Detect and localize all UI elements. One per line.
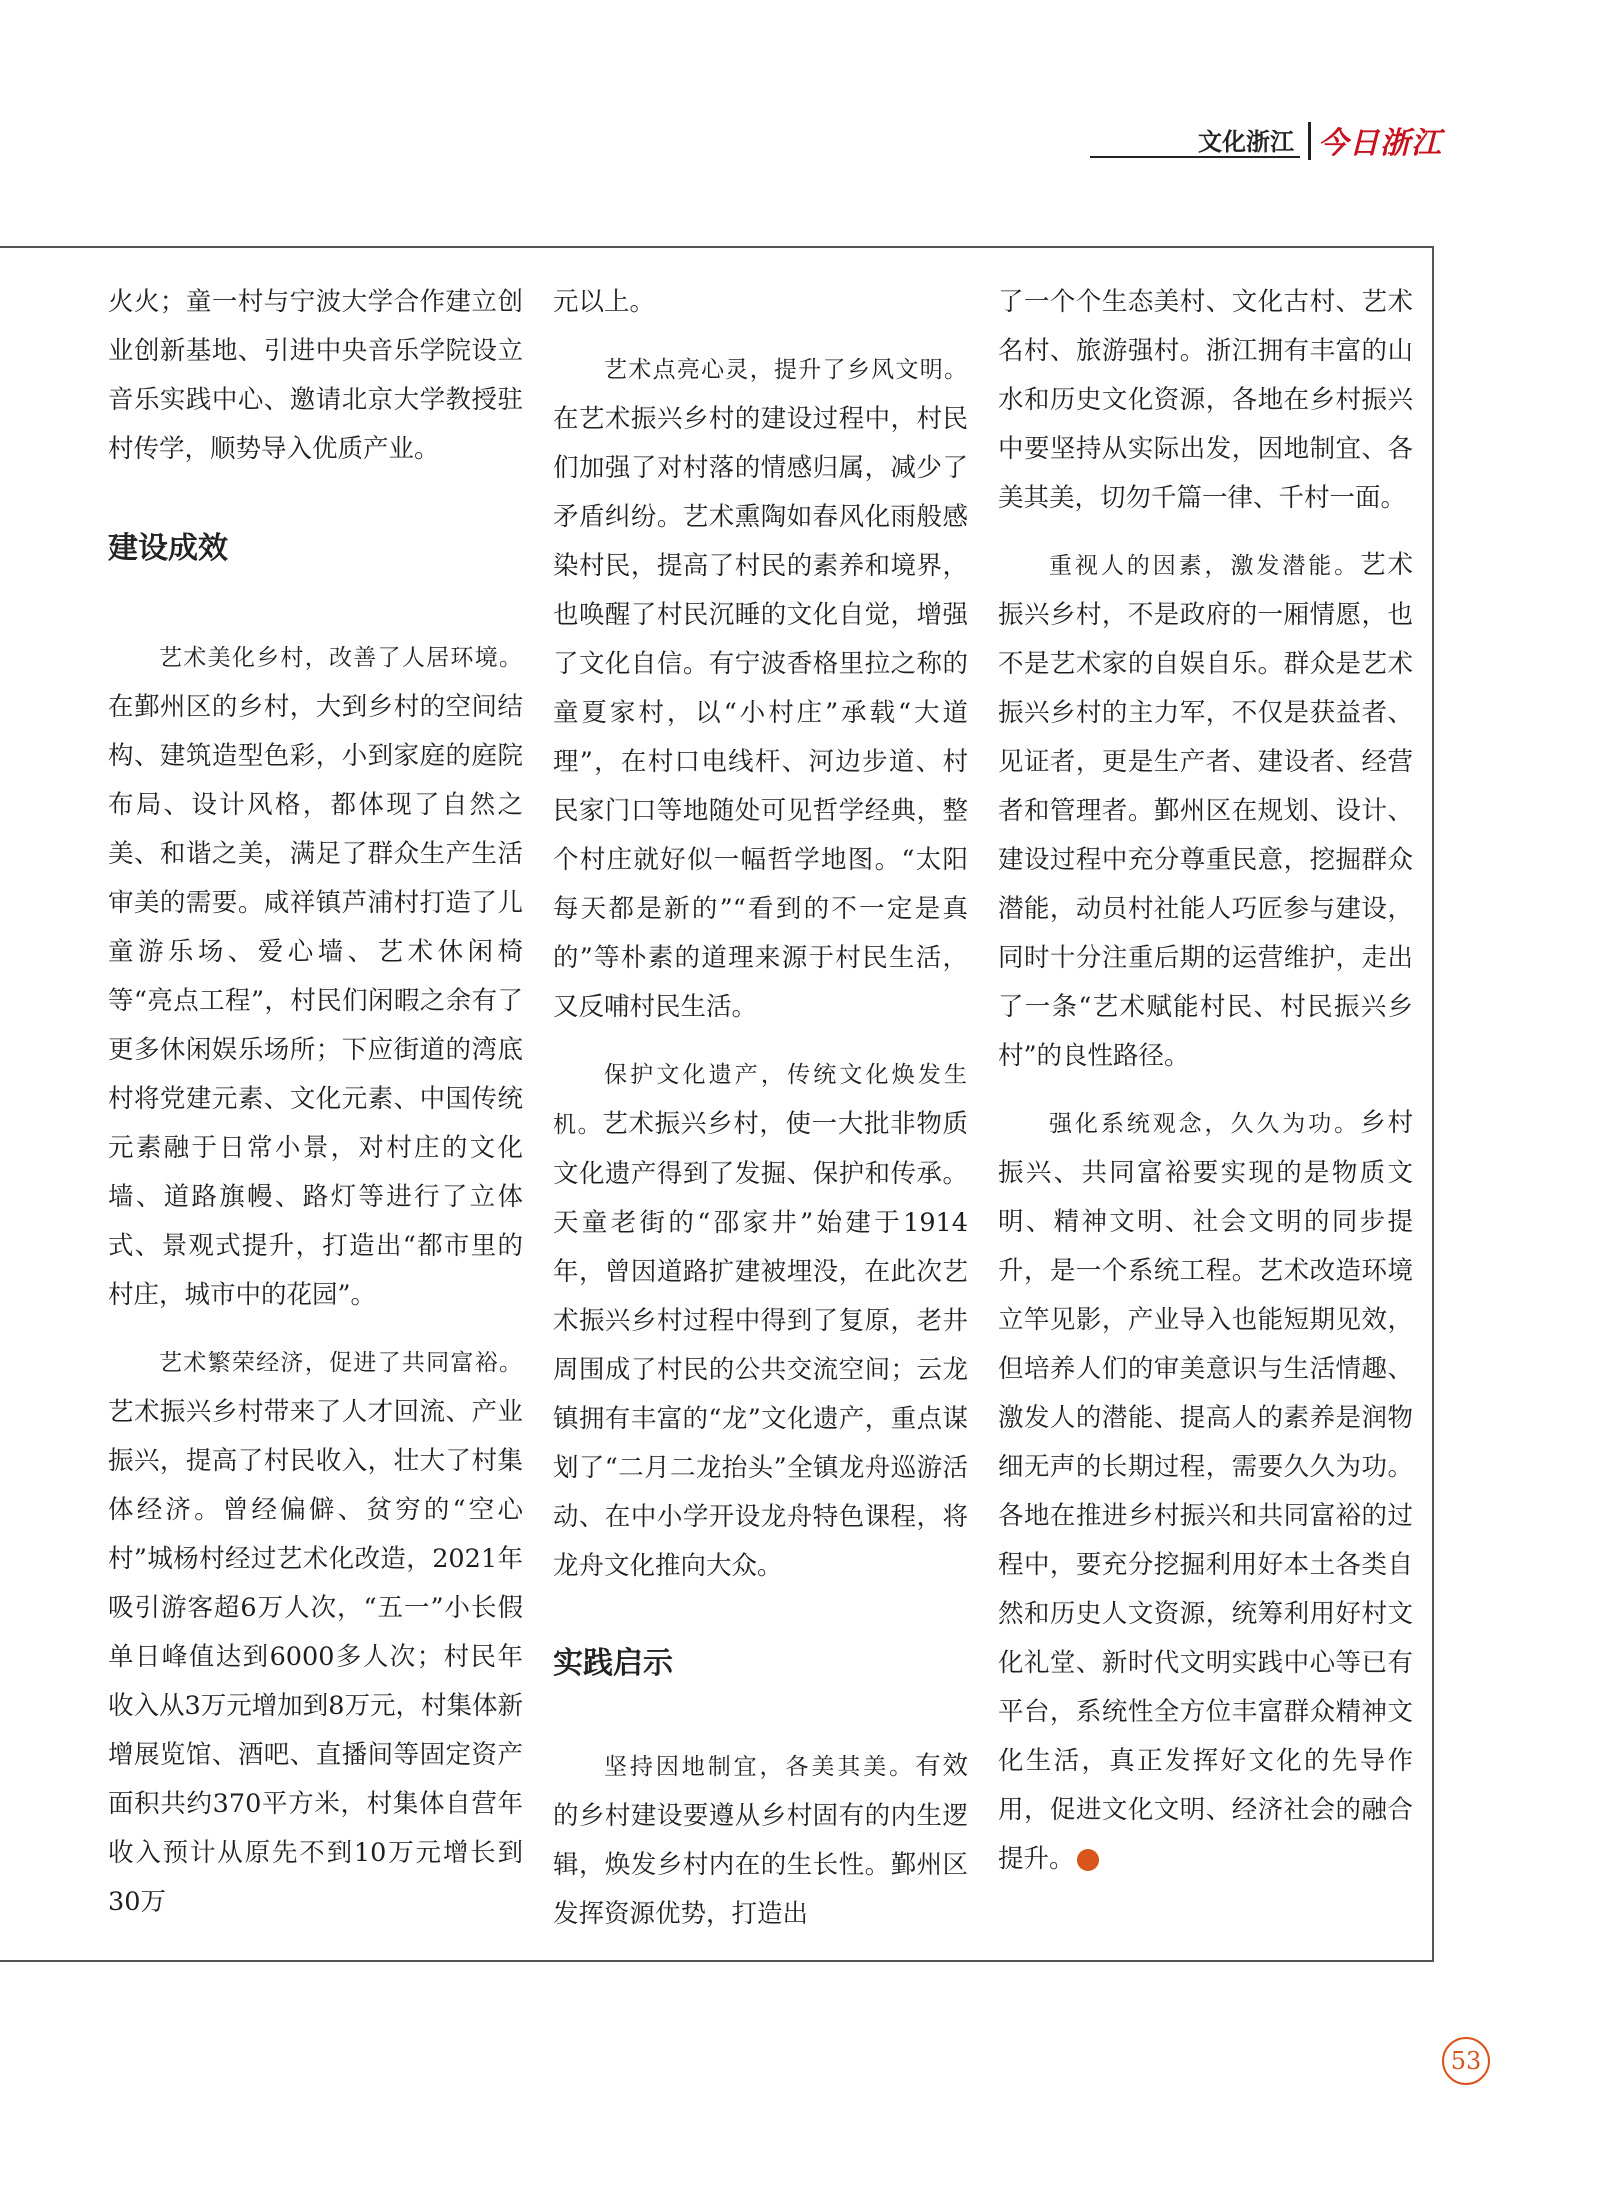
paragraph-lead: 艺术繁荣经济，促进了共同富裕。	[159, 1350, 523, 1376]
paragraph	[553, 1050, 968, 1591]
section-name: 文化浙江	[1198, 128, 1294, 156]
paragraph	[998, 541, 1413, 1081]
column-2	[553, 278, 968, 1939]
paragraph: 了一个个生态美村、文化古村、艺术名村、旅游强村。浙江拥有丰富的山水和历史文化资源，各地在乡村振兴中要坚持从实际出发，因地制宜、各美其美，切勿千篇一律、千村一面。	[998, 287, 1413, 513]
paragraph-text: 乡村振兴、共同富裕要实现的是物质文明、精神文明、社会文明的同步提升，是一个系统工程。艺术改造环境立竿见影，产业导入也能短期见效，但培养人们的审美意识与生活情趣、激发人的潜能、提高人的素养是润物细无声的长期过程，需要久久为功。各地在推进乡村振兴和共同富裕的过程中，要充分挖掘利用好本土各类自然和历史人文资源，统筹利用好村文化礼堂、新时代文明实践中心等已有平台，系统性全方位丰富群众精神文化生活，真正发挥好文化的先导作用，促进文化文明、经济社会的融合提升。	[998, 1108, 1413, 1874]
paragraph	[108, 633, 523, 1320]
paragraph	[108, 1338, 523, 1927]
paragraph-lead: 重视人的因素，激发潜能。	[1049, 553, 1361, 579]
paragraph-lead: 强化系统观念，久久为功。	[1049, 1111, 1361, 1137]
header-divider	[1308, 122, 1311, 160]
paragraph-text: 艺术振兴乡村带来了人才回流、产业振兴，提高了村民收入，壮大了村集体经济。曾经偏僻、贫穷的“空心村”城杨村经过艺术化改造，2021年吸引游客超6万人次，“五一”小长假单日峰值达到6000多人次；村民年收入从3万元增加到8万元，村集体新增展览馆、酒吧、直播间等固定资产面积共约370平方米，村集体自营年收入预计从原先不到10万元增长到30万	[108, 1397, 523, 1917]
page-header	[1080, 122, 1480, 162]
section-heading-results: 建设成效	[108, 531, 228, 566]
paragraph-text: 艺术振兴乡村，使一大批非物质文化遗产得到了发掘、保护和传承。天童老街的“邵家井”始建于1914年，曾因道路扩建被埋没，在此次艺术振兴乡村过程中得到了复原，老井周围成了村民的公共交流空间；云龙镇拥有丰富的“龙”文化遗产，重点谋划了“二月二龙抬头”全镇龙舟巡游活动、在中小学开设龙舟特色课程，将龙舟文化推向大众。	[553, 1109, 968, 1581]
page-number: 53	[1442, 2037, 1490, 2085]
paragraph-lead: 保护文化遗产，传统文化焕发生机。	[553, 1062, 968, 1138]
paragraph: 火火；童一村与宁波大学合作建立创业创新基地、引进中央音乐学院设立音乐实践中心、邀请北京大学教授驻村传学，顺势导入优质产业。	[108, 287, 523, 464]
column-3	[998, 278, 1413, 1884]
paragraph	[553, 345, 968, 1032]
paragraph-text: 有效的乡村建设要遵从乡村固有的内生逻辑，焕发乡村内在的生长性。鄞州区发挥资源优势，打造出	[553, 1751, 968, 1929]
paragraph-lead: 艺术点亮心灵，提升了乡风文明。	[604, 357, 968, 383]
paragraph-text: 在鄞州区的乡村，大到乡村的空间结构、建筑造型色彩，小到家庭的庭院布局、设计风格，都体现了自然之美、和谐之美，满足了群众生产生活审美的需要。咸祥镇芦浦村打造了儿童游乐场、爱心墙、艺术休闲椅等“亮点工程”，村民们闲暇之余有了更多休闲娱乐场所；下应街道的湾底村将党建元素、文化元素、中国传统元素融于日常小景，对村庄的文化墙、道路旗幔、路灯等进行了立体式、景观式提升，打造出“都市里的村庄，城市中的花园”。	[108, 692, 523, 1310]
end-mark-icon: 今	[1077, 1849, 1099, 1871]
paragraph: 元以上。	[553, 287, 656, 317]
paragraph-text: 在艺术振兴乡村的建设过程中，村民们加强了对村落的情感归属，减少了矛盾纠纷。艺术熏陶如春风化雨般感染村民，提高了村民的素养和境界，也唤醒了村民沉睡的文化自觉，增强了文化自信。有宁波香格里拉之称的童夏家村，以“小村庄”承载“大道理”，在村口电线杆、河边步道、村民家门口等地随处可见哲学经典，整个村庄就好似一幅哲学地图。“太阳每天都是新的”“看到的不一定是真的”等朴素的道理来源于村民生活，又反哺村民生活。	[553, 404, 968, 1022]
section-heading-insights: 实践启示	[553, 1646, 673, 1681]
magazine-logo: 今日浙江	[1318, 126, 1442, 161]
paragraph	[998, 1099, 1413, 1884]
article-frame	[0, 246, 1434, 1962]
column-1	[108, 278, 523, 1927]
paragraph-text: 艺术振兴乡村，不是政府的一厢情愿，也不是艺术家的自娱自乐。群众是艺术振兴乡村的主力军，不仅是获益者、见证者，更是生产者、建设者、经营者和管理者。鄞州区在规划、设计、建设过程中充分尊重民意，挖掘群众潜能，动员村社能人巧匠参与建设，同时十分注重后期的运营维护，走出了一条“艺术赋能村民、村民振兴乡村”的良性路径。	[998, 550, 1413, 1071]
paragraph-lead: 艺术美化乡村，改善了人居环境。	[159, 645, 523, 671]
paragraph-lead: 坚持因地制宜，各美其美。	[604, 1754, 916, 1780]
paragraph	[553, 1742, 968, 1939]
